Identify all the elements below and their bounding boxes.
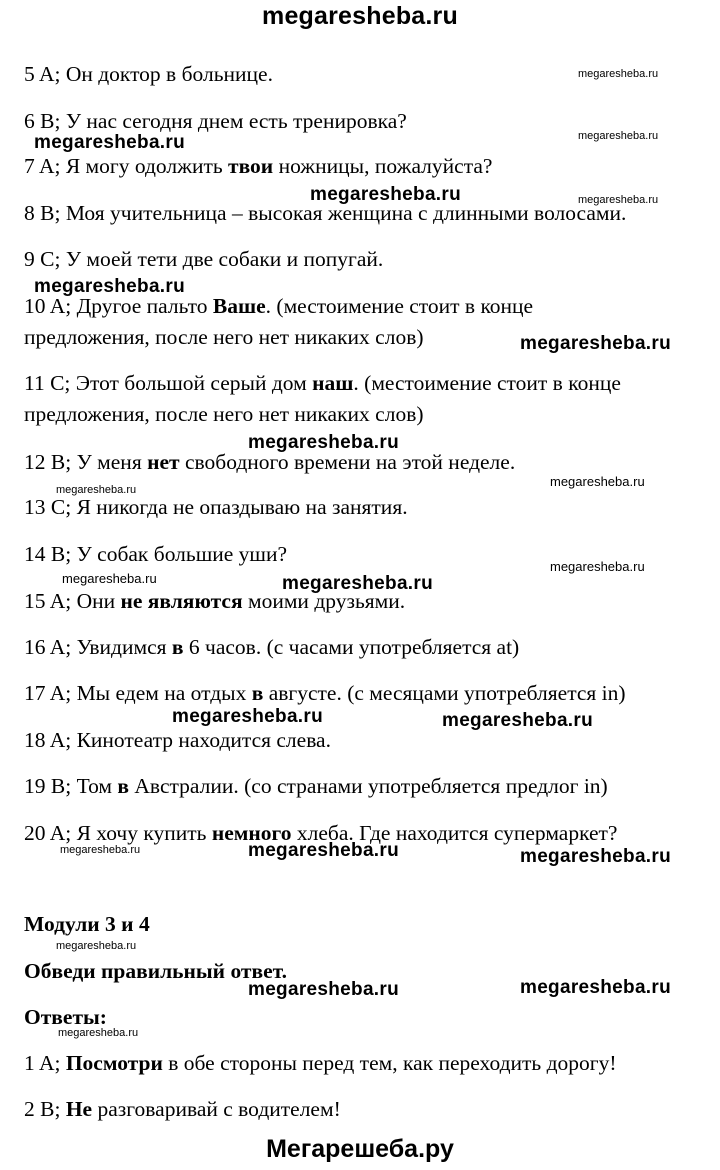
section-title: Модули 3 и 4: [24, 912, 150, 936]
answer-line-10-cont: предложения, после него нет никаких слов): [24, 325, 424, 349]
site-header: megaresheba.ru: [262, 2, 458, 30]
answer-line-10: 10 A; Другое пальто Ваше. (местоимение стоит в конце: [24, 294, 534, 318]
watermark: megaresheba.ru: [248, 432, 399, 453]
answer-line-20: 20 A; Я хочу купить немного хлеба. Где находится супермаркет?: [24, 821, 618, 845]
answer-line-11: 11 C; Этот большой серый дом наш. (местоимение стоит в конце: [24, 371, 621, 395]
watermark: megaresheba.ru: [62, 571, 157, 586]
watermark: megaresheba.ru: [550, 559, 645, 574]
answer-line-9: 9 C; У моей тети две собаки и попугай.: [24, 247, 384, 271]
watermark: megaresheba.ru: [60, 844, 141, 856]
watermark: megaresheba.ru: [56, 484, 137, 496]
watermark: megaresheba.ru: [248, 840, 399, 861]
watermark: megaresheba.ru: [310, 184, 461, 205]
answer-line-7: 7 A; Я могу одолжить твои ножницы, пожалуйста?: [24, 154, 493, 178]
watermark: megaresheba.ru: [58, 1027, 139, 1039]
answer-line-14: 14 B; У собак большие уши?: [24, 542, 288, 566]
answer-line-6: 6 B; У нас сегодня днем есть тренировка?: [24, 109, 407, 133]
watermark: megaresheba.ru: [172, 706, 323, 727]
answer-line-17: 17 A; Мы едем на отдых в августе. (с месяцами употребляется in): [24, 681, 626, 705]
answer-line-8: 8 B; Моя учительница – высокая женщина с длинными волосами.: [24, 201, 627, 225]
watermark: megaresheba.ru: [56, 940, 137, 952]
answer-line-11-cont: предложения, после него нет никаких слов): [24, 402, 424, 426]
watermark: megaresheba.ru: [550, 474, 645, 489]
watermark: megaresheba.ru: [248, 979, 399, 1000]
section-instruction: Обведи правильный ответ.: [24, 959, 287, 983]
answer-line-13: 13 C; Я никогда не опаздываю на занятия.: [24, 495, 408, 519]
watermark: megaresheba.ru: [520, 333, 671, 354]
watermark: megaresheba.ru: [578, 194, 659, 206]
answer-line-5: 5 A; Он доктор в больнице.: [24, 62, 273, 86]
watermark: megaresheba.ru: [34, 276, 185, 297]
answer-line-15: 15 A; Они не являются моими друзьями.: [24, 589, 406, 613]
watermark: megaresheba.ru: [578, 130, 659, 142]
answers-label: Ответы:: [24, 1005, 107, 1029]
watermark: megaresheba.ru: [442, 710, 593, 731]
watermark: megaresheba.ru: [520, 846, 671, 867]
watermark: megaresheba.ru: [520, 977, 671, 998]
watermark: megaresheba.ru: [282, 573, 433, 594]
watermark: megaresheba.ru: [578, 68, 659, 80]
site-footer: Мегарешеба.ру: [266, 1135, 454, 1163]
answer-line-12: 12 B; У меня нет свободного времени на этой неделе.: [24, 450, 516, 474]
answer-line-18: 18 A; Кинотеатр находится слева.: [24, 728, 331, 752]
module-answer-1: 1 A; Посмотри в обе стороны перед тем, как переходить дорогу!: [24, 1051, 617, 1075]
answer-line-16: 16 A; Увидимся в 6 часов. (с часами употребляется at): [24, 635, 520, 659]
answer-line-19: 19 B; Том в Австралии. (со странами употребляется предлог in): [24, 774, 608, 798]
watermark: megaresheba.ru: [34, 132, 185, 153]
module-answer-2: 2 B; Не разговаривай с водителем!: [24, 1097, 341, 1121]
